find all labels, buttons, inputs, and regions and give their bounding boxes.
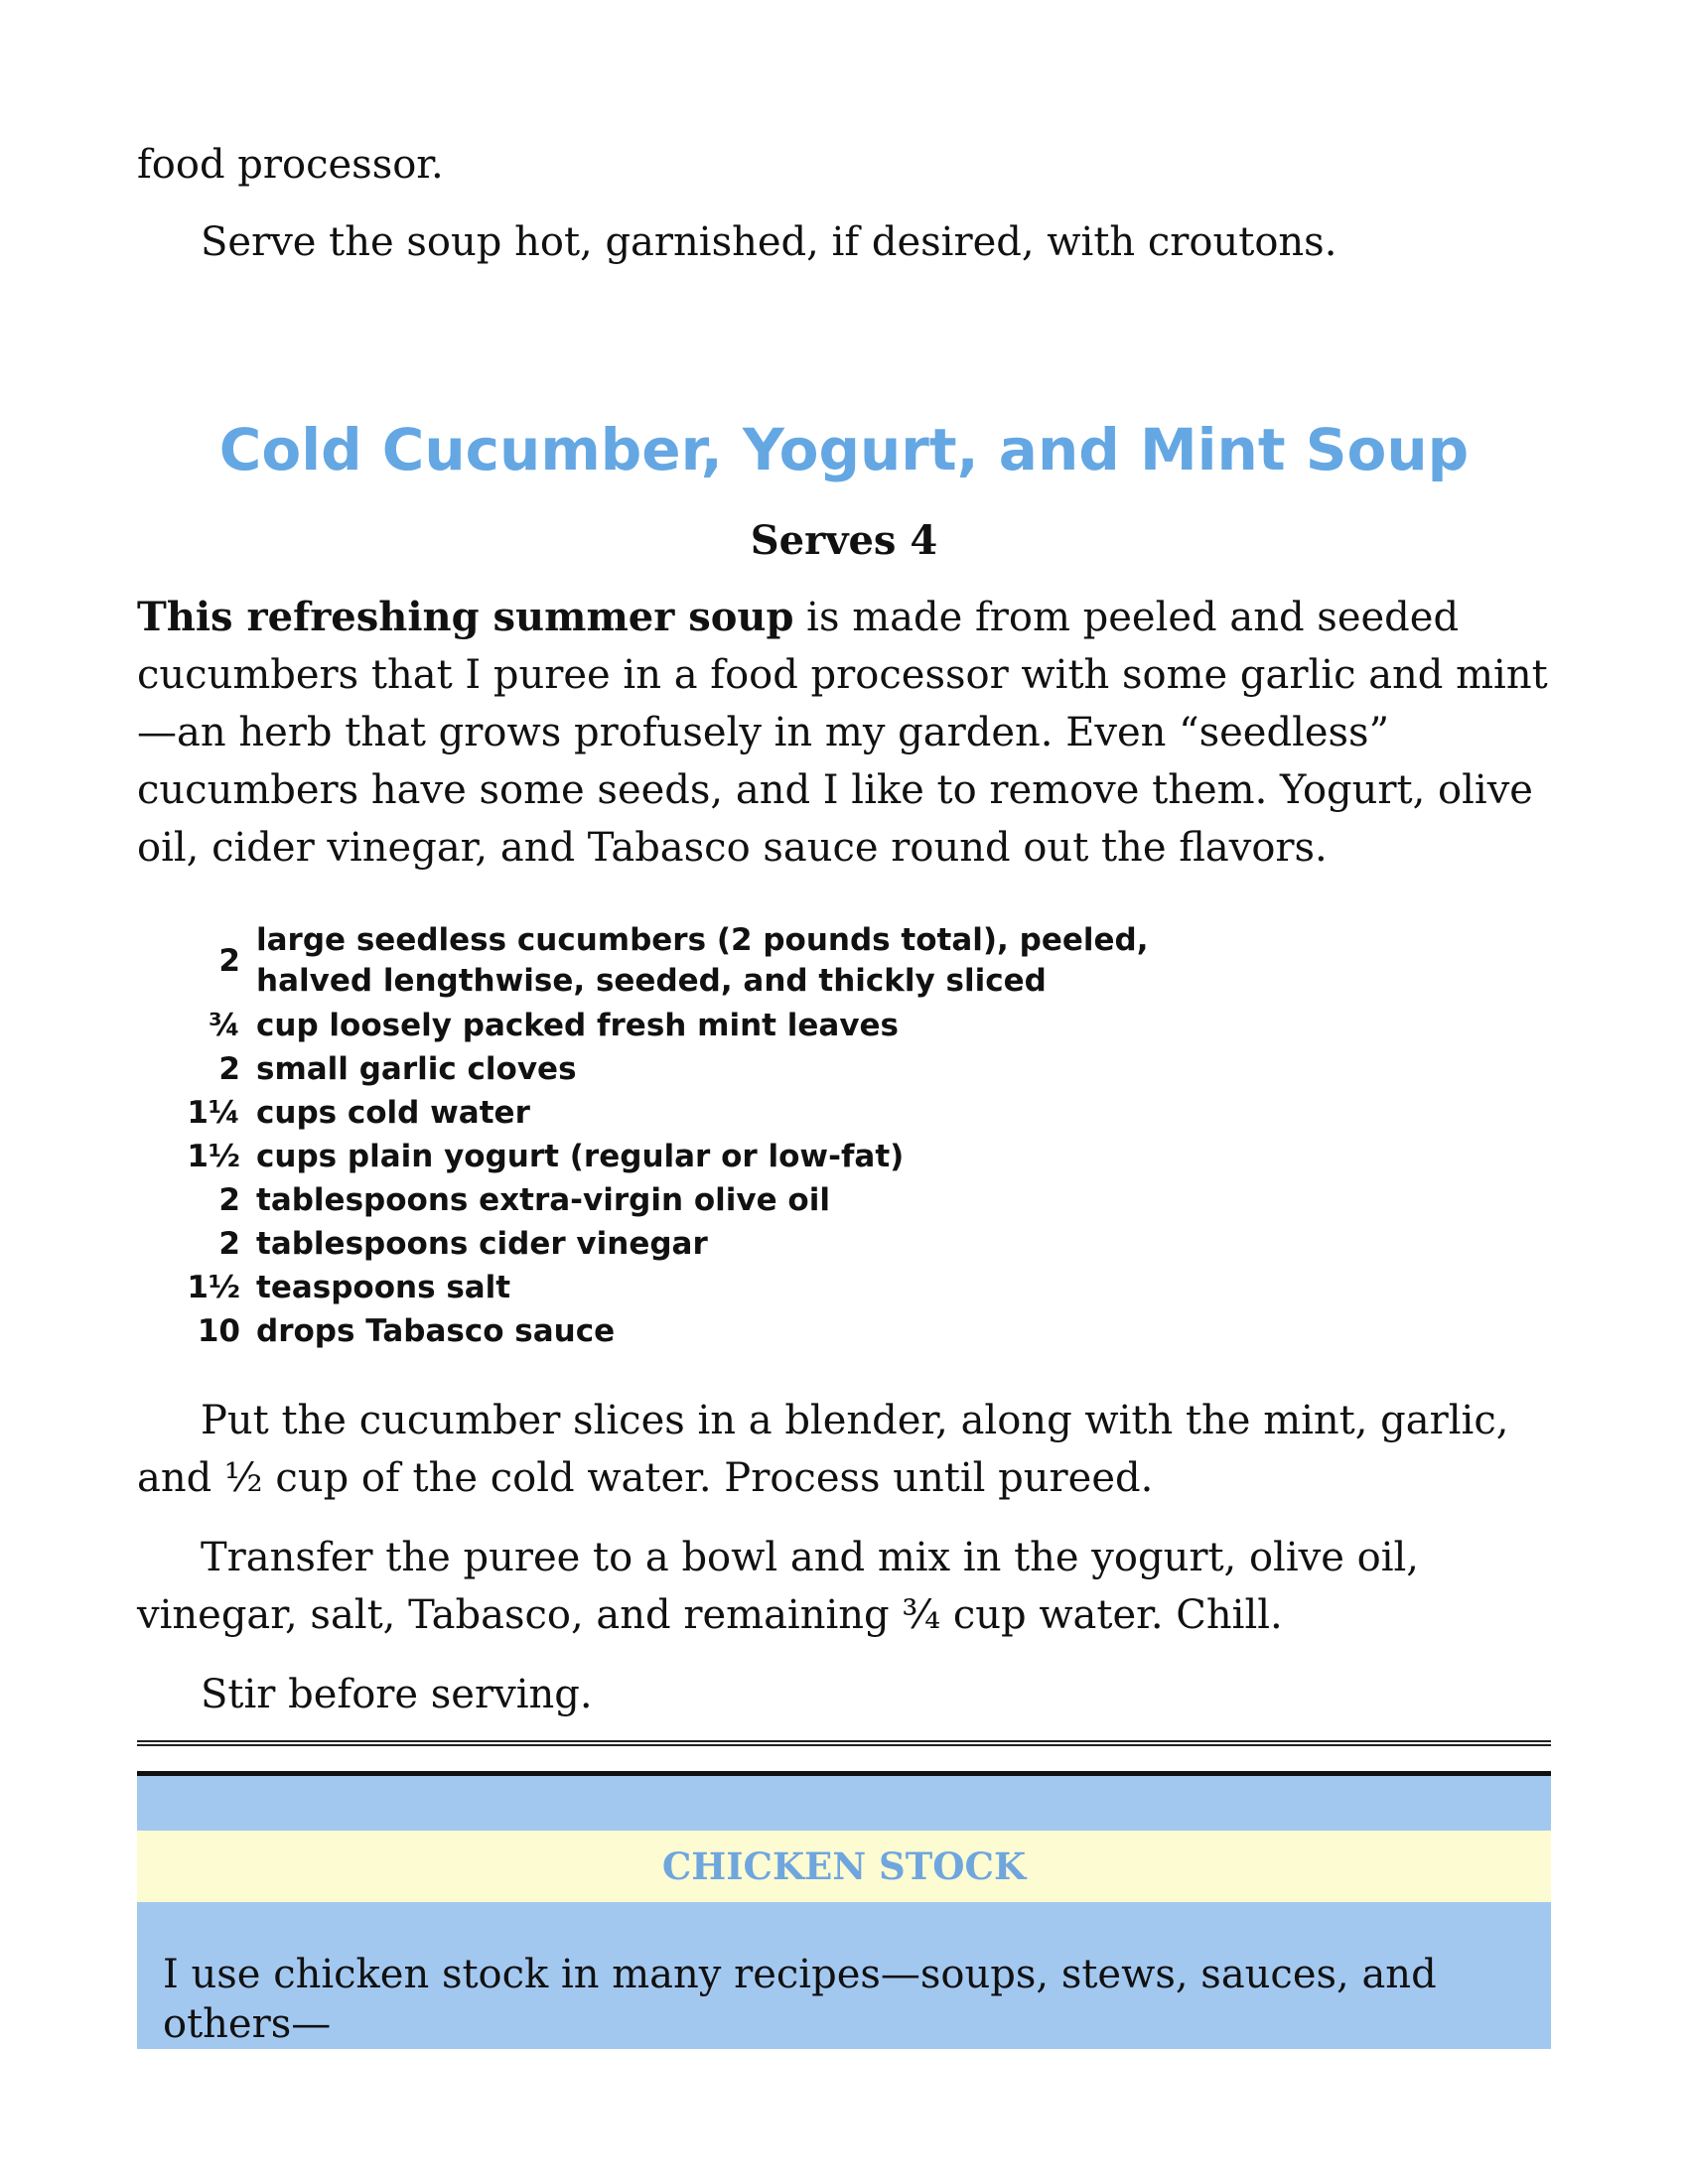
recipe-intro-rest: is made from peeled and seeded cucumbers that I puree in a food processor with some garlic and mint—an herb that grows profusely in my garden. Even “seedless” cucumbers have some seeds, and I like to remove them. Yogurt, olive oil, cider vinegar, and Tabasco sauce round out the flavors.: [137, 595, 1548, 871]
sidebar-text: I use chicken stock in many recipes—soups, stews, sauces, and others—: [163, 1952, 1437, 2047]
ingredient-item: [137, 1178, 1551, 1222]
ingredient-text: large seedless cucumbers (2 pounds total), peeled, halved lengthwise, seeded, and thickly sliced: [256, 922, 1149, 999]
ingredient-text: small garlic cloves: [256, 1050, 577, 1087]
recipe-intro-lead: This refreshing summer soup: [137, 594, 794, 640]
ingredient-qty: 2: [218, 943, 240, 979]
ingredient-text: cup loosely packed fresh mint leaves: [256, 1007, 900, 1043]
ingredient-qty: 2: [218, 1051, 240, 1087]
ingredient-item: [137, 1266, 1551, 1309]
ingredient-qty: 10: [197, 1313, 240, 1349]
ingredient-item: [137, 1004, 1551, 1047]
sidebar-header-band: [137, 1776, 1551, 1831]
ingredient-item: [137, 1309, 1551, 1353]
previous-recipe-text-end: food processor.: [137, 142, 444, 188]
ingredient-item: [137, 1047, 1551, 1091]
ingredient-qty: 2: [218, 1226, 240, 1262]
ingredient-list: [137, 918, 1551, 1353]
ingredient-text: tablespoons cider vinegar: [256, 1225, 708, 1262]
ingredient-qty: 2: [218, 1182, 240, 1218]
ingredient-qty: 1¼: [187, 1095, 240, 1131]
recipe-intro: [137, 589, 1551, 877]
sidebar-title: CHICKEN STOCK: [137, 1831, 1551, 1902]
recipe-step: Put the cucumber slices in a blender, along with the mint, garlic, and ½ cup of the cold water. Process until pureed.: [137, 1398, 1509, 1501]
sidebar-body: [137, 1902, 1551, 2049]
ingredient-qty: ¾: [208, 1008, 240, 1043]
ingredient-text: drops Tabasco sauce: [256, 1312, 616, 1349]
ingredient-item: [137, 918, 1551, 1004]
ingredient-text: cups plain yogurt (regular or low-fat): [256, 1138, 905, 1174]
section-divider: [137, 1740, 1551, 1746]
ingredient-text: cups cold water: [256, 1094, 530, 1131]
recipe-serves: Serves 4: [750, 517, 938, 564]
recipe-title: Cold Cucumber, Yogurt, and Mint Soup: [218, 416, 1470, 483]
ingredient-item: [137, 1135, 1551, 1178]
previous-recipe-serving-note: Serve the soup hot, garnished, if desired, with croutons.: [201, 219, 1337, 265]
ingredient-text: teaspoons salt: [256, 1269, 511, 1305]
recipe-step: Stir before serving.: [201, 1672, 593, 1717]
ingredient-qty: 1½: [187, 1270, 240, 1305]
ingredient-qty: 1½: [187, 1139, 240, 1174]
ingredient-item: [137, 1091, 1551, 1135]
recipe-step: Transfer the puree to a bowl and mix in the yogurt, olive oil, vinegar, salt, Tabasco, and remaining ¾ cup water. Chill.: [137, 1535, 1420, 1638]
ingredient-text: tablespoons extra-virgin olive oil: [256, 1181, 830, 1218]
ingredient-item: [137, 1222, 1551, 1266]
